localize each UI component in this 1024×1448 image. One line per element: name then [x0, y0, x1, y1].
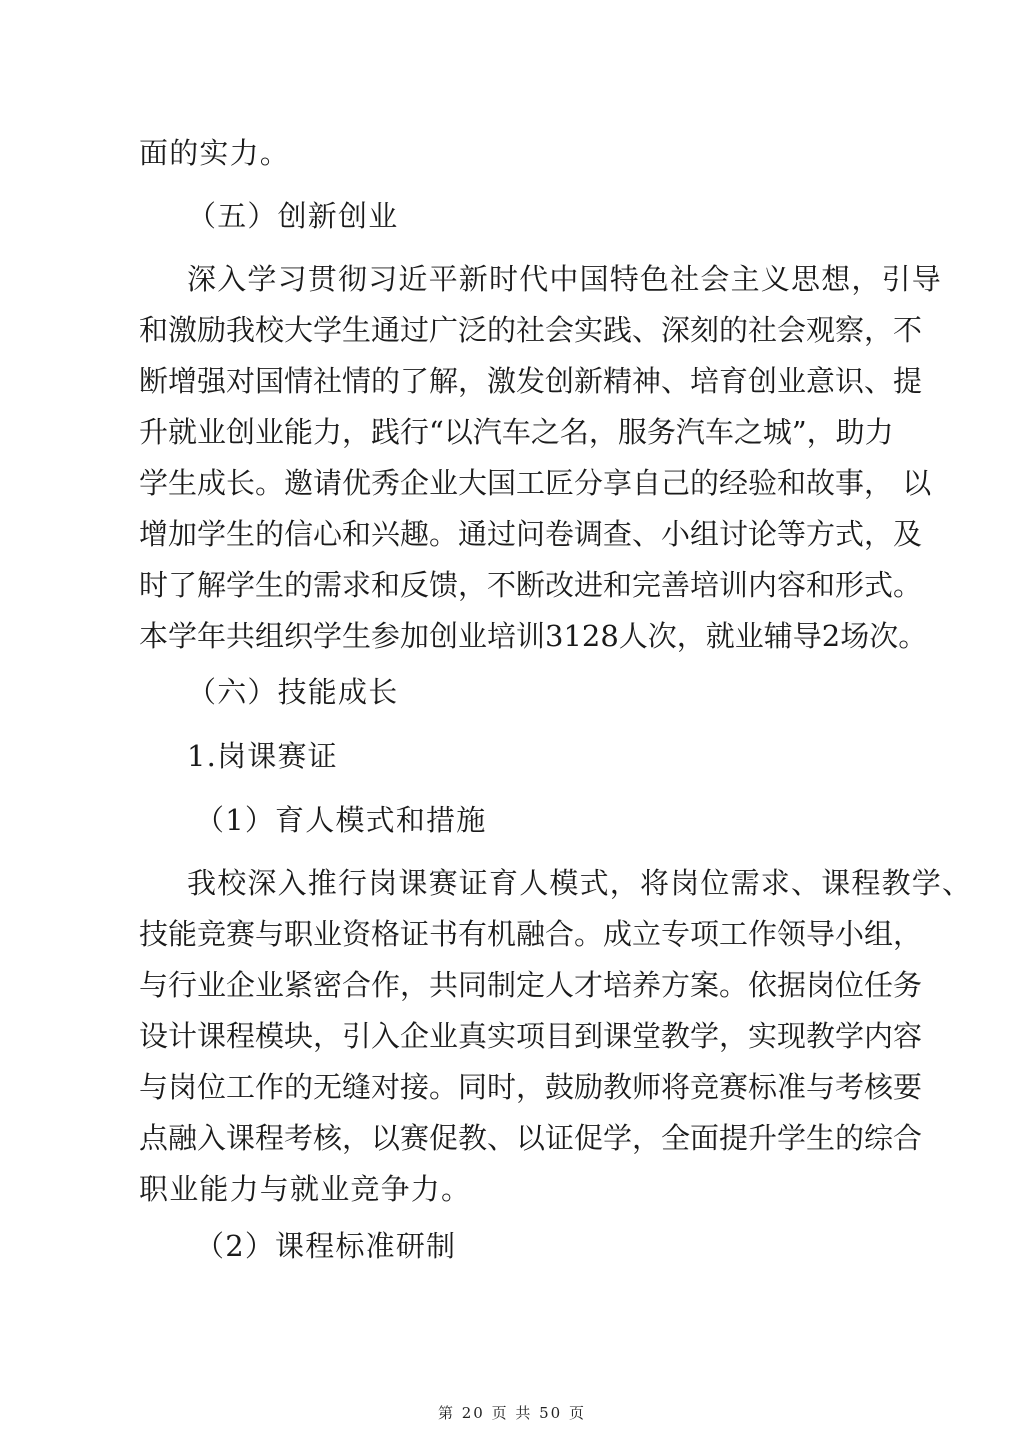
paragraph-line: 本学年共组织学生参加创业培训3128人次，就业辅导2场次。 — [139, 619, 928, 653]
paragraph-line: 时了解学生的需求和反馈，不断改进和完善培训内容和形式。 — [139, 568, 923, 602]
paragraph-line: 学生成长。邀请优秀企业大国工匠分享自己的经验和故事， 以 — [139, 466, 932, 500]
paragraph-line: 断增强对国情社情的了解，激发创新精神、培育创业意识、提 — [139, 364, 923, 398]
paragraph-line: 升就业创业能力，践行“以汽车之名，服务汽车之城”，助力 — [139, 415, 894, 449]
paragraph-line: 和激励我校大学生通过广泛的社会实践、深刻的社会观察，不 — [139, 313, 923, 347]
paragraph-line: 点融入课程考核，以赛促教、以证促学，全面提升学生的综合 — [139, 1121, 923, 1155]
paragraph-line: 我校深入推行岗课赛证育人模式，将岗位需求、课程教学、 — [187, 866, 973, 900]
section-heading-5: （五）创新创业 — [187, 199, 399, 233]
page-footer: 第 20 页 共 50 页 — [437, 1404, 586, 1422]
paragraph-line: 职业能力与就业竞争力。 — [139, 1172, 472, 1206]
subsubsection-heading: （2）课程标准研制 — [195, 1229, 457, 1263]
paragraph-line: 设计课程模块，引入企业真实项目到课堂教学，实现教学内容 — [139, 1019, 923, 1053]
paragraph-line: 与行业企业紧密合作，共同制定人才培养方案。依据岗位任务 — [139, 968, 923, 1002]
paragraph-line: 与岗位工作的无缝对接。同时，鼓励教师将竞赛标准与考核要 — [139, 1070, 923, 1104]
subsection-heading: 1.岗课赛证 — [187, 739, 338, 773]
paragraph-line: 增加学生的信心和兴趣。通过问卷调查、小组讨论等方式，及 — [139, 517, 923, 551]
section-heading-6: （六）技能成长 — [187, 675, 399, 709]
paragraph-line: 技能竞赛与职业资格证书有机融合。成立专项工作领导小组， — [139, 917, 923, 951]
paragraph-line: 深入学习贯彻习近平新时代中国特色社会主义思想，引导 — [187, 262, 943, 296]
paragraph-line: 面的实力。 — [139, 136, 291, 170]
subsubsection-heading: （1）育人模式和措施 — [195, 803, 487, 837]
